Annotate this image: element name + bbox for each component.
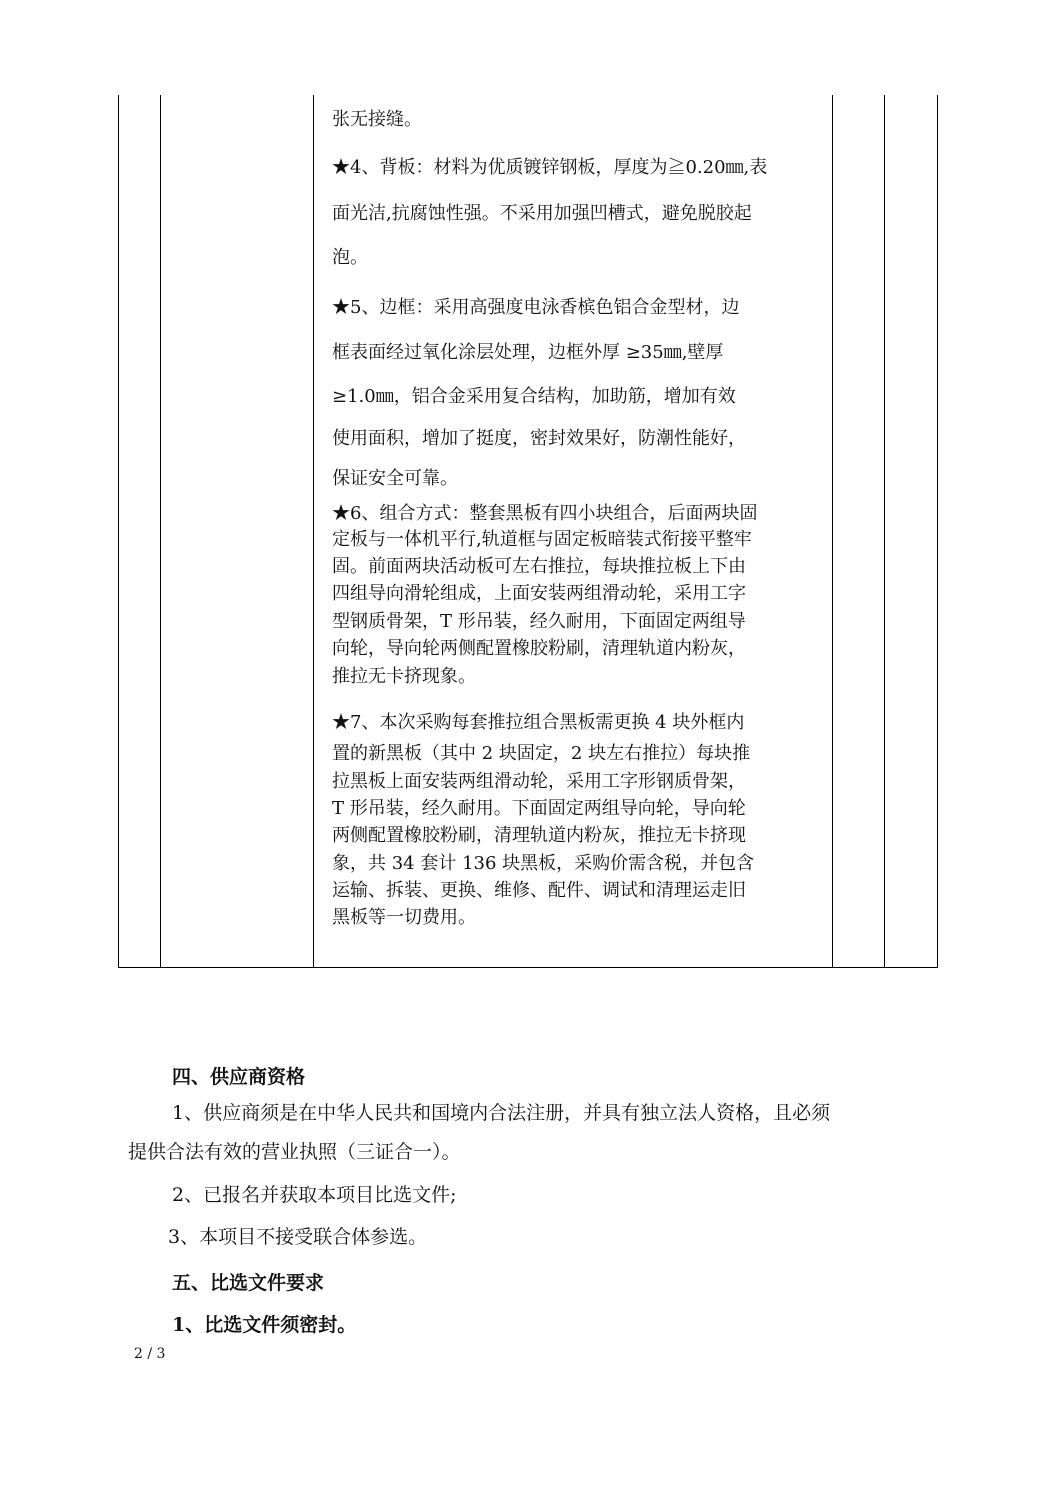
spec-item-5-line: ★5、边框：采用高强度电泳香槟色铝合金型材，边 xyxy=(332,297,740,318)
spec-item-4-line: ★4、背板：材料为优质镀锌钢板，厚度为≧0.20㎜,表 xyxy=(332,157,768,178)
table-border xyxy=(884,95,885,968)
spec-item-6-line: 向轮，导向轮两侧配置橡胶粉刷，清理轨道内粉灰， xyxy=(332,638,746,659)
spec-item-6-line: 型钢质骨架，T 形吊装，经久耐用，下面固定两组导 xyxy=(332,611,746,632)
table-border xyxy=(118,967,938,968)
section-4-item-1-cont: 提供合法有效的营业执照（三证合一）。 xyxy=(128,1141,461,1163)
spec-item-6-line: ★6、组合方式：整套黑板有四小块组合，后面两块固 xyxy=(332,503,758,524)
spec-item-5-line: ≥1.0㎜，铝合金采用复合结构，加助筋，增加有效 xyxy=(332,386,736,407)
table-border xyxy=(118,95,119,968)
section-4-item-1: 1、供应商须是在中华人民共和国境内合法注册，并具有独立法人资格，且必须 xyxy=(172,1102,831,1124)
spec-item-6-line: 固。前面两块活动板可左右推拉，每块推拉板上下由 xyxy=(332,556,746,577)
section-4-heading: 四、供应商资格 xyxy=(172,1066,306,1088)
spec-item-5-line: 保证安全可靠。 xyxy=(332,468,458,489)
spec-item-7-line: T 形吊装，经久耐用。下面固定两组导向轮，导向轮 xyxy=(332,798,746,819)
spec-item-5-line: 使用面积，增加了挺度，密封效果好，防潮性能好， xyxy=(332,428,746,449)
page-number: 2 / 3 xyxy=(134,1346,166,1362)
spec-item-7-line: ★7、本次采购每套推拉组合黑板需更换 4 块外框内 xyxy=(332,712,745,733)
spec-item-7-line: 拉黑板上面安装两组滑动轮，采用工字形钢质骨架， xyxy=(332,771,746,792)
spec-item-7-line: 两侧配置橡胶粉刷，清理轨道内粉灰，推拉无卡挤现 xyxy=(332,825,746,846)
table-border xyxy=(937,95,938,968)
spec-item-4-line: 泡。 xyxy=(332,247,368,268)
spec-item-6-line: 定板与一体机平行,轨道框与固定板暗装式衔接平整牢 xyxy=(332,529,752,550)
spec-table xyxy=(118,95,938,968)
spec-item-6-line: 推拉无卡挤现象。 xyxy=(332,666,476,687)
spec-item-7-line: 置的新黑板（其中 2 块固定，2 块左右推拉）每块推 xyxy=(332,743,751,764)
spec-item-7-line: 运输、拆装、更换、维修、配件、调试和清理运走旧 xyxy=(332,880,746,901)
spec-item-7-line: 黑板等一切费用。 xyxy=(332,907,476,928)
spec-item-7-line: 象，共 34 套计 136 块黑板，采购价需含税，并包含 xyxy=(332,853,755,874)
spec-item-6-line: 四组导向滑轮组成，上面安装两组滑动轮，采用工字 xyxy=(332,583,746,604)
section-5-item-1: 1、比选文件须密封。 xyxy=(172,1314,357,1336)
section-5-heading: 五、比选文件要求 xyxy=(172,1272,325,1294)
table-border xyxy=(160,95,161,968)
table-border xyxy=(313,95,314,968)
table-border xyxy=(832,95,833,968)
spec-item-4-line: 面光洁,抗腐蚀性强。不采用加强凹槽式，避免脱胶起 xyxy=(332,203,752,224)
section-4-item-2: 2、已报名并获取本项目比选文件; xyxy=(172,1184,457,1206)
spec-line: 张无接缝。 xyxy=(332,109,422,130)
spec-item-5-line: 框表面经过氧化涂层处理，边框外厚 ≥35㎜,壁厚 xyxy=(332,342,724,363)
section-4-item-3: 3、本项目不接受联合体参选。 xyxy=(168,1226,428,1248)
